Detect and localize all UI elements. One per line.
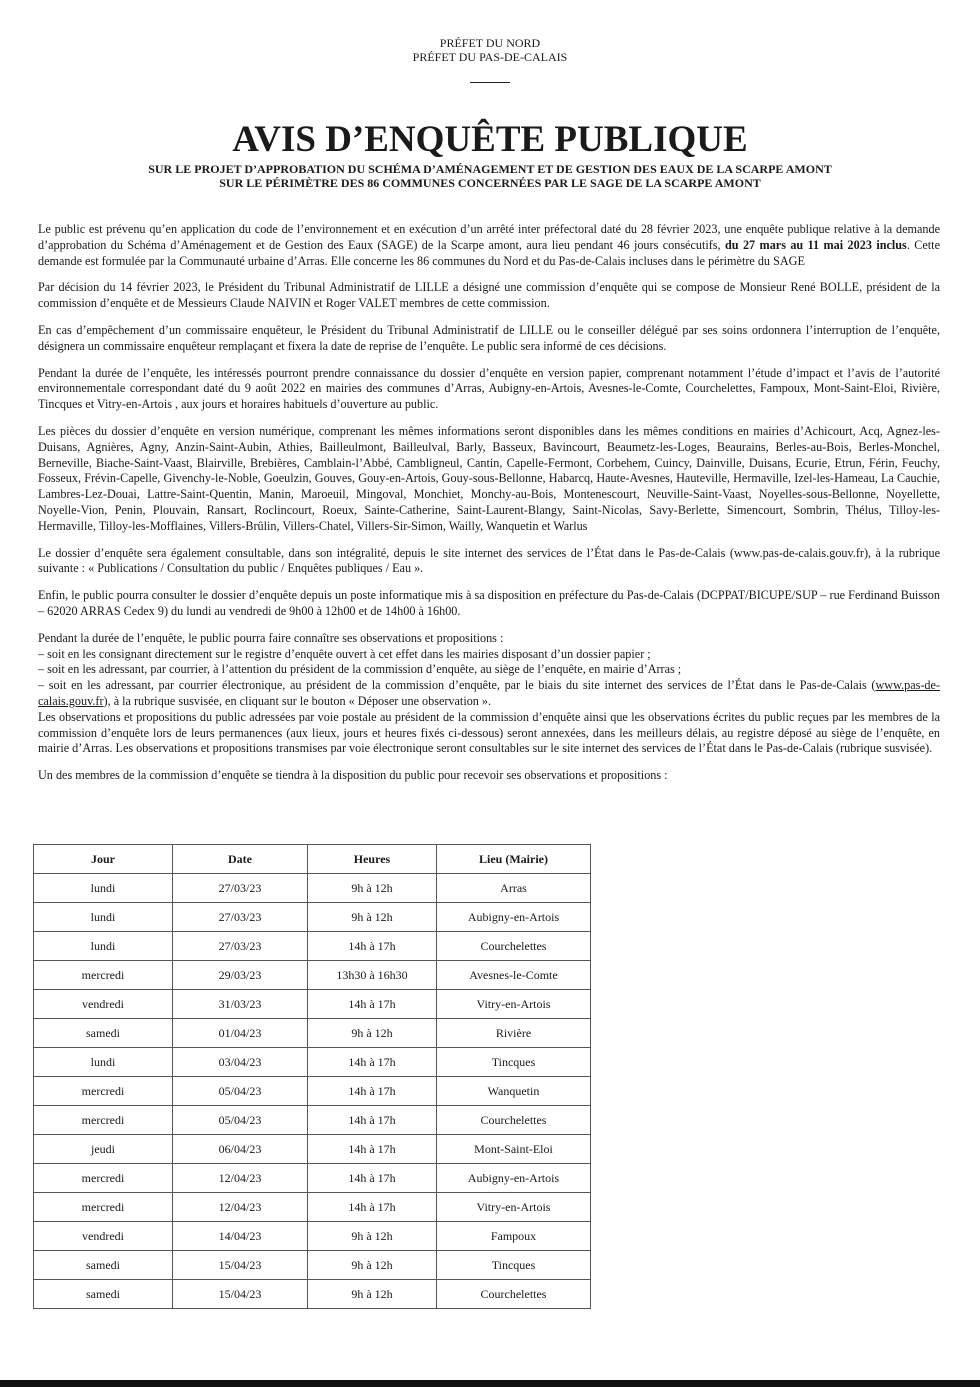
cell-heures: 9h à 12h	[308, 1280, 437, 1309]
table-row	[34, 903, 591, 932]
cell-lieu: Vitry-en-Artois	[437, 1193, 591, 1222]
cell-jour: vendredi	[34, 990, 173, 1019]
announcement-text-a: Le public est prévenu qu’en application du code de l’environnement et en exécution d’un arrêté inter préfectoral daté du 28 février 2023, une enquête publique relative à la demande d’approbation du Schéma d’Aménagement et de Gestion des Eaux (SAGE) de la Scarpe amont, aura lieu pendant 46 jours consécutifs,	[38, 222, 940, 252]
cell-heures: 9h à 12h	[308, 874, 437, 903]
prefecture-header	[0, 36, 980, 64]
table-row	[34, 932, 591, 961]
paragraph-announcement	[38, 222, 940, 269]
table-row	[34, 1164, 591, 1193]
inquiry-dates: du 27 mars au 11 mai 2023 inclus	[725, 237, 907, 252]
cell-lieu: Aubigny-en-Artois	[437, 903, 591, 932]
cell-date: 27/03/23	[173, 932, 308, 961]
cell-date: 06/04/23	[173, 1135, 308, 1164]
cell-jour: samedi	[34, 1251, 173, 1280]
cell-date: 01/04/23	[173, 1019, 308, 1048]
bottom-border	[0, 1380, 980, 1387]
cell-date: 27/03/23	[173, 903, 308, 932]
cell-jour: samedi	[34, 1280, 173, 1309]
observations-bullet-email	[38, 678, 940, 710]
cell-date: 03/04/23	[173, 1048, 308, 1077]
table-row	[34, 1193, 591, 1222]
cell-jour: mercredi	[34, 961, 173, 990]
cell-lieu: Rivière	[437, 1019, 591, 1048]
paragraph-observations-handling: Les observations et propositions du public adressées par voie postale au président de la commission d’enquête ainsi que les observations écrites du public reçues par les membres de la commission d’enquête lors de leurs permanences (aux lieux, jours et heures fixés ci-dessous) seront annexées, dans les meilleurs délais, au registre déposé au siège de l’enquête, en mairie d’Arras. Les observations et propositions transmises par voie électronique seront consultables sur le site internet des services de l’État dans le Pas-de-Calais (rubrique susvisée).	[38, 709, 940, 756]
cell-jour: samedi	[34, 1019, 173, 1048]
cell-lieu: Courchelettes	[437, 932, 591, 961]
cell-date: 15/04/23	[173, 1280, 308, 1309]
paragraph-website: Le dossier d’enquête sera également consultable, dans son intégralité, depuis le site internet des services de l’État dans le Pas-de-Calais (www.pas-de-calais.gouv.fr), à la rubrique suivante : « Publications / Consultation du public / Enquêtes publiques / Eau ».	[38, 545, 940, 576]
table-row	[34, 1106, 591, 1135]
cell-jour: lundi	[34, 903, 173, 932]
table-row	[34, 1251, 591, 1280]
cell-heures: 9h à 12h	[308, 1251, 437, 1280]
cell-jour: mercredi	[34, 1106, 173, 1135]
cell-heures: 9h à 12h	[308, 1222, 437, 1251]
table-header-row	[34, 845, 591, 874]
cell-jour: lundi	[34, 1048, 173, 1077]
cell-lieu: Fampoux	[437, 1222, 591, 1251]
cell-jour: mercredi	[34, 1164, 173, 1193]
cell-heures: 9h à 12h	[308, 1019, 437, 1048]
cell-jour: lundi	[34, 932, 173, 961]
notice-body	[38, 222, 940, 795]
paragraph-commission: Par décision du 14 février 2023, le Président du Tribunal Administratif de LILLE a désigné une commission d’enquête qui se compose de Monsieur René BOLLE, président de la commission d’enquête et de Messieurs Claude NAIVIN et Roger VALET membres de cette commission.	[38, 280, 940, 311]
cell-date: 05/04/23	[173, 1077, 308, 1106]
table-row	[34, 1280, 591, 1309]
header-divider	[470, 82, 510, 83]
cell-lieu: Tincques	[437, 1048, 591, 1077]
cell-jour: vendredi	[34, 1222, 173, 1251]
header-line-2: PRÉFET DU PAS-DE-CALAIS	[412, 50, 568, 64]
cell-lieu: Aubigny-en-Artois	[437, 1164, 591, 1193]
cell-heures: 14h à 17h	[308, 1135, 437, 1164]
cell-lieu: Tincques	[437, 1251, 591, 1280]
paragraph-digital-dossier: Les pièces du dossier d’enquête en version numérique, comprenant les mêmes informations seront disponibles dans les mêmes conditions en mairies d’Achicourt, Acq, Agnez-les-Duisans, Agnières, Agny, Anzin-Saint-Aubin, Athies, Bailleulmont, Bailleulval, Barly, Basseux, Bavincourt, Beaumetz-les-Loges, Beaurains, Berles-au-Bois, Berles-Monchel, Berneville, Biache-Saint-Vaast, Blairville, Brebières, Camblain-l’Abbé, Cambligneul, Cantin, Capelle-Fermont, Corbehem, Cuincy, Dainville, Duisans, Ecurie, Etrun, Férin, Feuchy, Fosseux, Frévin-Capelle, Givenchy-le-Noble, Goeulzin, Gouves, Gouy-en-Artois, Gouy-sous-Bellonne, Habarcq, Haute-Avesnes, Hauteville, Hermaville, Izel-les-Hameau, La Cauchie, Lambres-Lez-Douai, Lattre-Saint-Quentin, Manin, Maroeuil, Mingoval, Monchiet, Monchy-au-Bois, Montenescourt, Neuville-Saint-Vaast, Noyelles-sous-Bellonne, Noyellette, Noyelle-Vion, Penin, Plouvain, Ransart, Roclincourt, Roeux, Sainte-Catherine, Saint-Laurent-Blangy, Saint-Nicolas, Savy-Berlette, Simencourt, Sombrin, Thélus, Tilloy-les-Hermaville, Tilloy-les-Mofflaines, Villers-Brûlin, Villers-Chatel, Villers-Sir-Simon, Wailly, Wanquetin et Warlus	[38, 423, 940, 533]
observations-bullet-mail: – soit en les adressant, par courrier, à l’attention du président de la commission d’enquête, au siège de l’enquête, en mairie d’Arras ;	[38, 662, 682, 677]
cell-date: 05/04/23	[173, 1106, 308, 1135]
cell-lieu: Courchelettes	[437, 1280, 591, 1309]
cell-date: 12/04/23	[173, 1193, 308, 1222]
header-jour: Jour	[34, 845, 173, 874]
cell-jour: jeudi	[34, 1135, 173, 1164]
cell-date: 12/04/23	[173, 1164, 308, 1193]
table-row	[34, 1019, 591, 1048]
cell-heures: 9h à 12h	[308, 903, 437, 932]
cell-jour: mercredi	[34, 1193, 173, 1222]
announcement-text-b: . Cette demande est formulée par la Communauté urbaine d’Arras. Elle concerne les 86 communes du Nord et du Pas-de-Calais incluses dans le périmètre du SAGE	[38, 237, 940, 268]
schedule-body	[34, 874, 591, 1309]
cell-heures: 14h à 17h	[308, 1077, 437, 1106]
cell-lieu: Arras	[437, 874, 591, 903]
table-row	[34, 1222, 591, 1251]
cell-date: 14/04/23	[173, 1222, 308, 1251]
notice-title: AVIS D’ENQUÊTE PUBLIQUE	[232, 119, 748, 160]
paragraph-paper-dossier: Pendant la durée de l’enquête, les intéressés pourront prendre connaissance du dossier d’enquête en version papier, comprenant notamment l’étude d’impact et l’avis de l’autorité environnementale correspondant daté du 9 août 2022 en mairies des communes d’Arras, Aubigny-en-Artois, Avesnes-le-Comte, Courchelettes, Fampoux, Mont-Saint-Eloi, Rivière, Tincques et Vitry-en-Artois , aux jours et horaires habituels d’ouverture au public.	[38, 365, 940, 412]
cell-heures: 14h à 17h	[308, 1048, 437, 1077]
header-line-1: PRÉFET DU NORD	[439, 36, 541, 50]
cell-heures: 14h à 17h	[308, 990, 437, 1019]
table-row	[34, 961, 591, 990]
cell-date: 31/03/23	[173, 990, 308, 1019]
header-heures: Heures	[308, 845, 437, 874]
cell-jour: lundi	[34, 874, 173, 903]
cell-heures: 14h à 17h	[308, 932, 437, 961]
table-row	[34, 990, 591, 1019]
subtitle-line-2: SUR LE PÉRIMÈTRE DES 86 COMMUNES CONCERNÉES PAR LE SAGE DE LA SCARPE AMONT	[219, 176, 761, 190]
table-row	[34, 1135, 591, 1164]
notice-subtitle	[0, 162, 980, 190]
cell-date: 29/03/23	[173, 961, 308, 990]
cell-heures: 14h à 17h	[308, 1164, 437, 1193]
cell-heures: 13h30 à 16h30	[308, 961, 437, 990]
table-row	[34, 1077, 591, 1106]
cell-lieu: Mont-Saint-Eloi	[437, 1135, 591, 1164]
table-row	[34, 874, 591, 903]
cell-heures: 14h à 17h	[308, 1106, 437, 1135]
prefecture-website-link[interactable]: www.pas-de-calais.gouv.fr	[38, 678, 940, 708]
header-lieu: Lieu (Mairie)	[437, 845, 591, 874]
cell-lieu: Wanquetin	[437, 1077, 591, 1106]
header-date: Date	[173, 845, 308, 874]
cell-heures: 14h à 17h	[308, 1193, 437, 1222]
cell-lieu: Vitry-en-Artois	[437, 990, 591, 1019]
subtitle-line-1: SUR LE PROJET D’APPROBATION DU SCHÉMA D’AMÉNAGEMENT ET DE GESTION DES EAUX DE LA SCARPE AMONT	[148, 162, 832, 176]
paragraph-impediment: En cas d’empêchement d’un commissaire enquêteur, le Président du Tribunal Administratif de LILLE ou le conseiller délégué par ses soins ordonnera l’interruption de l’enquête, désignera un commissaire enquêteur remplaçant et fixera la date de reprise de l’enquête. Le public sera informé de ces décisions.	[38, 322, 940, 353]
cell-lieu: Courchelettes	[437, 1106, 591, 1135]
email-bullet-text-b: ), à la rubrique susvisée, en cliquant sur le bouton « Déposer une observation ».	[103, 693, 492, 708]
paragraph-schedule-intro: Un des membres de la commission d’enquête se tiendra à la disposition du public pour recevoir ses observations et propositions :	[38, 768, 668, 783]
observations-intro: Pendant la durée de l’enquête, le public pourra faire connaître ses observations et propositions :	[38, 630, 504, 645]
cell-lieu: Avesnes-le-Comte	[437, 961, 591, 990]
observations-bullet-register: – soit en les consignant directement sur le registre d’enquête ouvert à cet effet dans les mairies disposant d’un dossier papier ;	[38, 646, 651, 661]
email-bullet-text-a: – soit en les adressant, par courrier électronique, au président de la commission d’enquête, par le biais du site internet des services de l’État dans le Pas-de-Calais (	[38, 678, 876, 693]
table-row	[34, 1048, 591, 1077]
permanence-schedule-table	[33, 844, 591, 1309]
cell-date: 27/03/23	[173, 874, 308, 903]
cell-date: 15/04/23	[173, 1251, 308, 1280]
paragraph-computer-access: Enfin, le public pourra consulter le dossier d’enquête depuis un poste informatique mis à sa disposition en préfecture du Pas-de-Calais (DCPPAT/BICUPE/SUP – rue Ferdinand Buisson – 62020 ARRAS Cedex 9) du lundi au vendredi de 9h00 à 12h00 et de 14h00 à 16h00.	[38, 588, 940, 618]
cell-jour: mercredi	[34, 1077, 173, 1106]
